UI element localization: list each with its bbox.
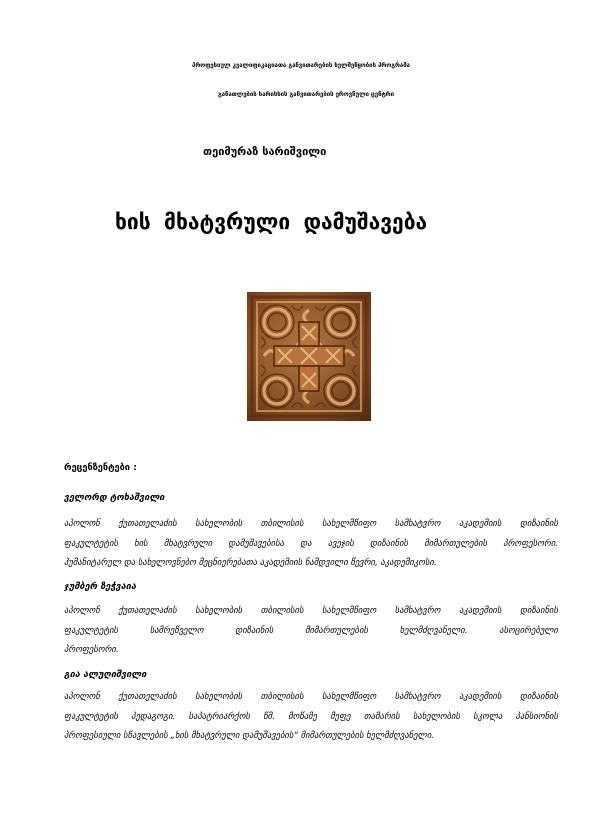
bio-line: პროფესორი. — [64, 645, 119, 655]
center-title: განათლების ხარისხის განვითარების ეროვნული ცენტრი — [218, 91, 394, 98]
reviewer-bio — [64, 688, 558, 747]
reviewers-heading: რეცენზენტები : — [64, 462, 137, 473]
bio-line: პროფესიული სწავლების „ხის მხატვრული დამუშავების“ მიმართულების ხელმძღვანელი. — [64, 731, 434, 741]
reviewer-bio — [64, 515, 558, 574]
bio-line: ჰუმანიტარულ და სახელოვნებო მეცნიერებათა აკადემიის ნამდვილი წევრი, აკადემიკოსი. — [64, 558, 437, 568]
bio-line: ფაკულტეტის სამრეწველო დიზაინის მიმართულების ხელმძღვანელი. ასოცირებული — [64, 625, 558, 636]
bio-line: აპოლონ ქუთათელაძის სახელობის თბილისის სახელმწიფო სამხატვრო აკადემიის დიზაინის — [64, 519, 558, 529]
reviewer-name: ველორდ ტოხაშვილი — [64, 492, 165, 503]
reviewer-bio — [64, 602, 558, 661]
reviewer-name: გია ალუღიშვილი — [64, 669, 147, 680]
carved-wood-ornament-image — [247, 292, 371, 421]
author-name: თეიმურაზ სარიშვილი — [203, 145, 327, 158]
program-title: პროფესიულ კვალიფიკაციათა განვითარების ხელშეწყობის პროგრამა — [192, 62, 410, 69]
bio-line: აპოლონ ქუთათელაძის სახელობის თბილისის სახელმწიფო სამხატვრო აკადემიის დიზაინის — [64, 606, 558, 616]
bio-line: აპოლონ ქუთათელაძის სახელობის თბილისის სახელმწიფო სამხატვრო აკადემიის დიზაინის — [64, 692, 558, 702]
document-title: ხის მხატვრული დამუშავება — [115, 210, 428, 234]
reviewer-name: ჯუმბერ ზეჭვაია — [64, 581, 137, 592]
bio-line: ფაკულტეტის პედაგოგი. საპატრიარქოს წმ. მოწამე მეფე თამარის სახელობის სკოლა პანსიონის — [64, 711, 558, 722]
bio-line: ფაკულტეტის ხის მხატვრული დამუშავებისა და ავეჯის დიზაინის მიმართულების პროფესორი. — [64, 538, 558, 549]
